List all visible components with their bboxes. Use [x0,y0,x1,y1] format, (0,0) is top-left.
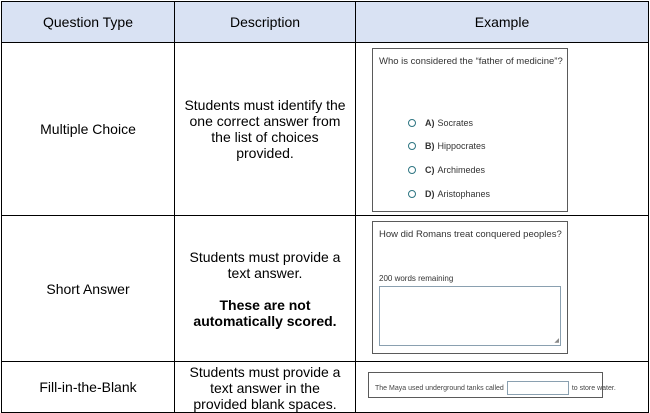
header-question-type: Question Type [2,2,175,43]
option-b[interactable]: B) Hippocrates [408,141,486,151]
type-cell: Multiple Choice [2,43,175,216]
resize-grip-icon[interactable]: ◢ [554,338,559,344]
radio-icon[interactable] [408,142,416,150]
radio-icon[interactable] [408,166,416,174]
description-text: Students must provide a text answer. [189,248,341,281]
words-remaining: 200 words remaining [379,274,454,283]
table-row [2,362,649,413]
description-cell: Students must identify the one correct answer from the list of choices provided. [175,43,356,216]
example-cell [356,362,649,413]
type-cell: Fill-in-the-Blank [2,362,175,413]
radio-icon[interactable] [408,190,416,198]
type-cell: Short Answer [2,216,175,362]
table-row [2,216,649,362]
header-description: Description [175,2,356,43]
sentence-end: to store water. [571,384,616,392]
example-cell [356,216,649,362]
header-row [2,2,649,43]
description-cell: Students must provide a text answer in the provided blank spaces. [175,362,356,413]
option-c[interactable]: C) Archimedes [408,165,485,175]
description-cell [175,216,356,362]
table-row [2,43,649,216]
example-question: Who is considered the “father of medicine”? [379,56,563,67]
option-d[interactable]: D) Aristophanes [408,189,490,199]
blank-input[interactable] [507,381,569,395]
scoring-note: These are not automatically scored. [193,296,337,329]
header-example: Example [356,2,649,43]
question-types-table [1,1,649,413]
radio-icon[interactable] [408,119,416,127]
sentence-start: The Maya used underground tanks called [375,384,504,392]
answer-textarea[interactable] [379,286,561,346]
example-question: How did Romans treat conquered peoples? [379,229,562,240]
multiple-choice-example [372,48,568,212]
option-a[interactable]: A) Socrates [408,118,473,128]
fill-blank-example [368,372,616,398]
short-answer-example [372,221,568,354]
example-cell [356,43,649,216]
